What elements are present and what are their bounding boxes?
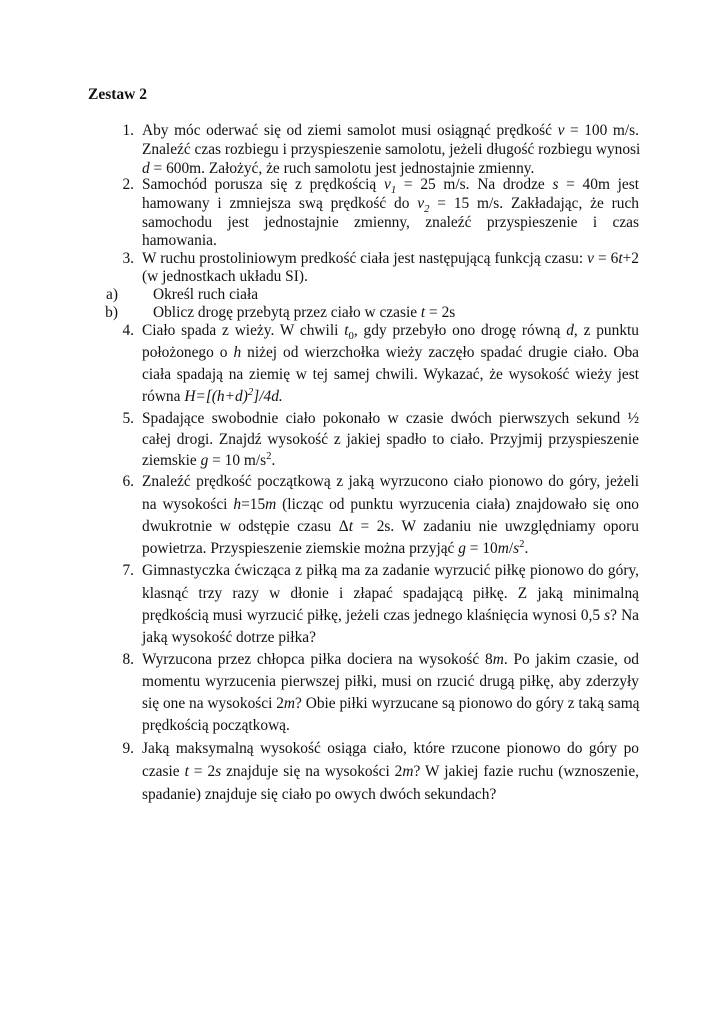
problem-number: 4. — [122, 322, 134, 339]
problem-text: hamowany i zmniejsza swą prędkość do $v_2 = 15$ m/s. Zakładając, że ruch — [142, 195, 639, 216]
problem-text: dwukrotnie w odstępie czasu Δt = 2s. W zadaniu nie uwzględniamy oporu — [142, 518, 639, 535]
problem-text: Ciało spada z wieży. W chwili $t_0$, gdy przebyło ono drogę równą d, z punktu — [142, 322, 639, 343]
problem-text: powietrza. Przyspieszenie ziemskie można przyjąć $g = 10m/s^2$. — [142, 537, 529, 557]
problem-text: położonego o h niżej od wierzchołka wieży zaczęło spadać drugie ciało. Oba — [142, 344, 639, 361]
problem-text: Określ ruch ciała — [153, 286, 259, 303]
problem-text: Oblicz drogę przebytą przez ciało w czasie t = 2s — [153, 304, 456, 321]
problem-number: 6. — [122, 473, 134, 490]
problem-text: Jaką maksymalną wysokość osiąga ciało, które rzucone pionowo do góry po — [142, 740, 639, 757]
problem-number: 5. — [122, 410, 134, 427]
problem-text: czasie t = 2s znajduje się na wysokości 2m? W jakiej fazie ruchu (wznoszenie, — [142, 763, 640, 780]
problem-text: spadanie) znajduje się ciało po owych dwóch sekundach? — [142, 786, 497, 803]
problem-text: jaką wysokość dotrze piłka? — [142, 629, 316, 646]
problem-text: ziemskie g = 10 $m/s^2$. — [142, 449, 276, 469]
problem-text: ciała spadają na ziemię w tej samej chwili. Wykazać, że wysokość wieży jest — [142, 366, 639, 383]
problem-text: W ruchu prostoliniowym predkość ciała jest następującą funkcją czasu: v = 6t+2 — [142, 250, 639, 267]
problem-text: się one na wysokości 2m? Obie piłki wyrzucane są pionowo do góry z taką samą — [142, 695, 640, 712]
problem-text: Aby móc oderwać się od ziemi samolot musi osiągnąć prędkość v = 100 m/s. — [142, 122, 639, 139]
problem-text: prędkością musi wyrzucić piłkę, jeżeli czas jednego klaśnięcia wynosi 0,5 s? Na — [142, 607, 640, 624]
document-title: Zestaw 2 — [88, 86, 147, 103]
problem-text: Samochód porusza się z prędkością $v_1 = 25$ m/s. Na drodze s = 40m jest — [142, 176, 639, 197]
problem-text: Gimnastyczka ćwicząca z piłką ma za zadanie wyrzucić piłkę pionowo do góry, — [142, 562, 639, 579]
problem-text: (w jednostkach układu SI). — [142, 268, 308, 285]
problem-text: Znaleźć prędkość początkową z jaką wyrzucono ciało pionowo do góry, jeżeli — [142, 473, 639, 490]
problem-number: 3. — [122, 250, 134, 267]
problem-text: Znaleźć czas rozbiegu i przyspieszenie samolotu, jeżeli długość rozbiegu wynosi — [142, 141, 641, 158]
problem-text: d = 600m. Założyć, że ruch samolotu jest jednostajnie zmienny. — [142, 160, 535, 177]
problem-text: prędkością początkową. — [142, 717, 290, 734]
problem-number: 9. — [122, 740, 134, 757]
problem-text: hamowania. — [142, 232, 217, 249]
problem-number: a) — [106, 286, 118, 303]
problem-text: na wysokości h=15m (licząc od punktu wyrzucenia ciała) znajdowało się ono — [142, 496, 639, 513]
problem-number: 1. — [122, 122, 134, 139]
problem-text: Wyrzucona przez chłopca piłka dociera na wysokość 8m. Po jakim czasie, od — [142, 651, 639, 668]
problem-text: samochodu jest jednostajnie zmienny, znaleźć przyspieszenie i czas — [142, 214, 639, 231]
problem-number: 7. — [122, 562, 134, 579]
problem-text: Spadające swobodnie ciało pokonało w czasie dwóch pierwszych sekund ½ — [142, 410, 639, 427]
problem-number: 2. — [122, 176, 134, 193]
problem-text: całej drogi. Znajdź wysokość z jakiej spadło to ciało. Przyjmij przyspieszenie — [142, 431, 639, 448]
problem-text: klasnąć trzy razy w dłonie i złapać spadającą piłkę. Z jaką minimalną — [142, 585, 639, 602]
problem-text: momentu wyrzucenia pierwszej piłki, musi on rzucić drugą piłkę, aby zderzyły — [142, 673, 639, 690]
problem-text: równa $H=[(h+d)^2]/4d$. — [142, 385, 283, 405]
problem-number: 8. — [122, 651, 134, 668]
problem-number: b) — [105, 304, 118, 321]
